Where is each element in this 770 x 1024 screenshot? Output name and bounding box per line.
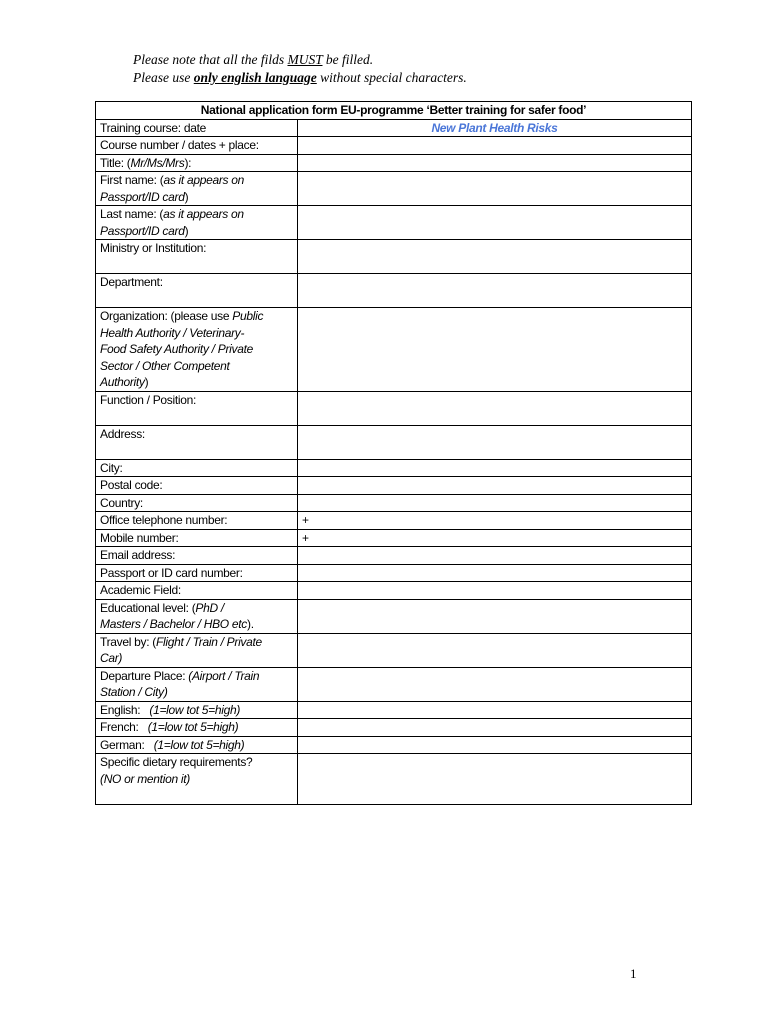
label-hint: Masters / Bachelor / HBO etc: [100, 617, 247, 631]
email-field[interactable]: [298, 547, 692, 565]
table-row: [96, 754, 692, 805]
label-text: Last name: (: [100, 207, 164, 221]
label-text: Educational level: (: [100, 600, 196, 615]
office-phone-field[interactable]: +: [298, 512, 692, 530]
table-row: [96, 308, 692, 392]
label-hint: Mr/Ms/Mrs: [130, 155, 185, 170]
ministry-field[interactable]: [298, 240, 692, 274]
table-row: [96, 582, 692, 600]
instruction-text: Please use: [133, 70, 194, 85]
city-field[interactable]: [298, 459, 692, 477]
first-name-label: [96, 172, 298, 206]
label-hint: as it appears on: [163, 207, 244, 221]
table-row: [96, 633, 692, 667]
course-number-field[interactable]: [298, 137, 692, 155]
table-row: [96, 719, 692, 737]
dietary-label: [96, 754, 298, 805]
table-row: [96, 667, 692, 701]
instruction-text: Please note that all the filds: [133, 52, 288, 67]
office-phone-label: Office telephone number:: [96, 512, 298, 530]
organization-label: [96, 308, 298, 392]
city-label: City:: [96, 459, 298, 477]
label-text: ): [184, 189, 189, 204]
label-text: ):: [184, 155, 192, 170]
form-header-row: [96, 102, 692, 120]
table-row: [96, 459, 692, 477]
label-hint: (1=low tot 5=high): [153, 737, 245, 752]
academic-field-label: Academic Field:: [96, 582, 298, 600]
label-text: Organization: (please use: [100, 309, 233, 323]
address-label: Address:: [96, 425, 298, 459]
label-hint: Passport/ID card: [100, 223, 185, 238]
instruction-text: without special characters.: [316, 70, 467, 85]
label-hint: (1=low tot 5=high): [147, 720, 239, 734]
label-text: Title: (: [100, 155, 131, 170]
country-label: Country:: [96, 494, 298, 512]
french-label: [96, 719, 298, 737]
passport-field[interactable]: [298, 564, 692, 582]
table-row: [96, 477, 692, 495]
label-hint: Health Authority / Veterinary-: [100, 325, 245, 340]
country-field[interactable]: [298, 494, 692, 512]
last-name-field[interactable]: [298, 206, 692, 240]
form-title: National application form EU-programme ‘Better training for safer food’: [96, 102, 692, 120]
table-row: [96, 599, 692, 633]
french-field[interactable]: [298, 719, 692, 737]
address-field[interactable]: [298, 425, 692, 459]
german-label: [96, 736, 298, 754]
email-label: Email address:: [96, 547, 298, 565]
title-field[interactable]: [298, 154, 692, 172]
table-row: [96, 154, 692, 172]
must-emphasis: MUST: [287, 52, 323, 67]
label-hint: (NO or mention it): [100, 771, 190, 786]
label-hint: Flight / Train / Private: [155, 634, 262, 649]
label-hint: PhD /: [195, 600, 224, 615]
table-row: [96, 736, 692, 754]
organization-field[interactable]: [298, 308, 692, 392]
table-row: [96, 137, 692, 155]
training-course-label: Training course: date: [96, 119, 298, 137]
course-number-label: Course number / dates + place:: [96, 137, 298, 155]
label-hint: Sector / Other Competent: [100, 358, 230, 373]
label-text: First name: (: [100, 173, 164, 187]
label-text: ): [144, 375, 149, 389]
table-row: [96, 119, 692, 137]
application-form-table: [95, 101, 692, 805]
label-text: Travel by: (: [100, 634, 156, 649]
label-text: ).: [247, 617, 254, 631]
label-hint: Passport/ID card: [100, 189, 185, 204]
label-text: ): [184, 223, 189, 238]
label-text: German:: [100, 737, 154, 752]
function-label: Function / Position:: [96, 391, 298, 425]
instruction-text: be filled.: [322, 52, 374, 67]
training-course-value[interactable]: New Plant Health Risks: [298, 119, 692, 137]
table-row: [96, 391, 692, 425]
last-name-label: [96, 206, 298, 240]
page-number: 1: [630, 966, 637, 981]
table-row: [96, 512, 692, 530]
department-field[interactable]: [298, 274, 692, 308]
label-hint: Public: [232, 309, 264, 323]
mobile-label: Mobile number:: [96, 529, 298, 547]
passport-label: Passport or ID card number:: [96, 564, 298, 582]
title-label: [96, 154, 298, 172]
label-hint: Authority: [100, 375, 145, 389]
table-row: [96, 172, 692, 206]
department-label: Department:: [96, 274, 298, 308]
departure-label: [96, 667, 298, 701]
table-row: [96, 425, 692, 459]
instructions: [133, 51, 467, 87]
english-field[interactable]: [298, 701, 692, 719]
function-field[interactable]: [298, 391, 692, 425]
travel-field[interactable]: [298, 633, 692, 667]
table-row: [96, 274, 692, 308]
table-row: [96, 701, 692, 719]
academic-field-input[interactable]: [298, 582, 692, 600]
education-field[interactable]: [298, 599, 692, 633]
education-label: [96, 599, 298, 633]
german-field[interactable]: [298, 736, 692, 754]
postal-code-field[interactable]: [298, 477, 692, 495]
departure-field[interactable]: [298, 667, 692, 701]
mobile-field[interactable]: +: [298, 529, 692, 547]
ministry-label: Ministry or Institution:: [96, 240, 298, 274]
table-row: [96, 564, 692, 582]
table-row: [96, 240, 692, 274]
label-text: Departure Place:: [100, 668, 189, 683]
label-hint: (1=low tot 5=high): [149, 702, 241, 717]
postal-code-label: Postal code:: [96, 477, 298, 495]
label-hint: Car): [100, 651, 123, 665]
english-label: [96, 701, 298, 719]
table-row: [96, 494, 692, 512]
label-hint: Station / City): [100, 685, 168, 699]
language-emphasis: only english language: [193, 70, 317, 85]
label-hint: Food Safety Authority / Private: [100, 342, 253, 356]
instruction-line-2: [133, 69, 467, 87]
table-row: [96, 529, 692, 547]
table-row: [96, 206, 692, 240]
label-text: English:: [100, 702, 150, 717]
label-hint: (Airport / Train: [188, 668, 260, 683]
label-text: Specific dietary requirements?: [100, 755, 253, 769]
instruction-line-1: [133, 51, 467, 69]
first-name-field[interactable]: [298, 172, 692, 206]
travel-label: [96, 633, 298, 667]
label-hint: as it appears on: [163, 173, 245, 187]
label-text: French:: [100, 720, 148, 734]
dietary-field[interactable]: [298, 754, 692, 805]
table-row: [96, 547, 692, 565]
